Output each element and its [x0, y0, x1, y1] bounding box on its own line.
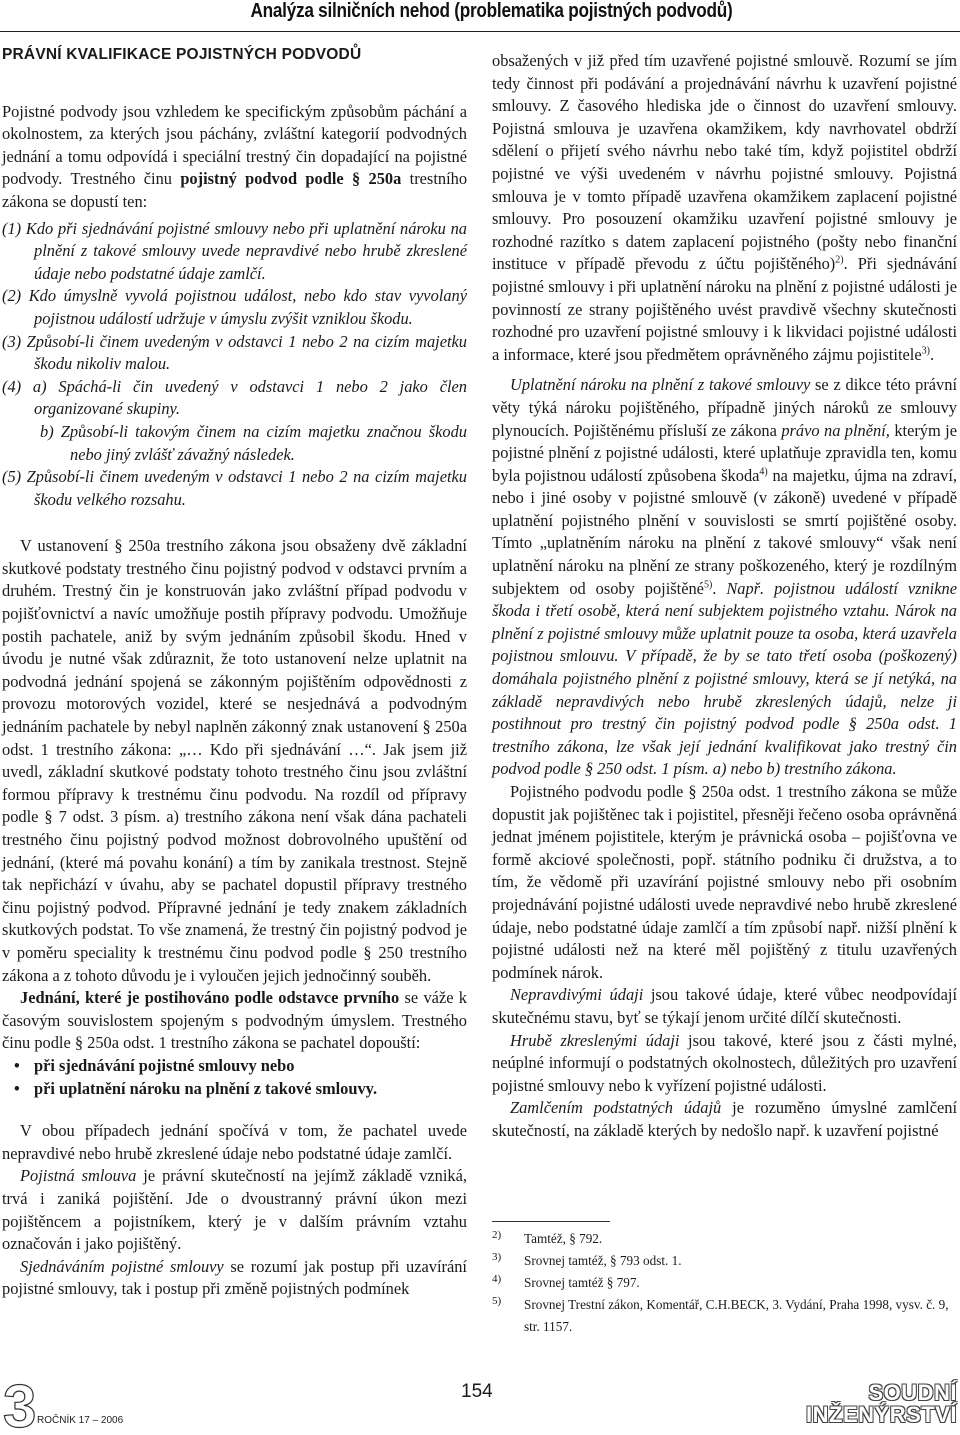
footnote-text: Srovnej tamtéž § 797. [524, 1275, 640, 1290]
law-item-3: (3) Způsobí-li činem uvedeným v odstavci 1 nebo 2 na cizím majetku škodu nikoliv malou. [2, 331, 467, 374]
bullet-glyph: • [14, 1078, 20, 1098]
p2-italic: Např. pojistnou událostí vznikne škoda i třetí osobě, která není subjektem pojistného vztahu. Nárok na plnění z pojistné smlouvy může uplatnit pouze ta osoba, která uzavřela pojistnou smlouvu. V případě, že by se tato třetí osoba (poškozený) domáhala pojistného plnění z pojistné smlouvy, která se jí netýká, na základě nepravdivých nebo hrubě zkreslených údajů, nelze ji postihnout pro trestný čin pojistný podvod podle § 250a odst. 1 trestního zákona, lze však její jednání kvalifikovat jako trestný čin podvod podle § 250 odst. 1 písm. a) nebo b) trestního zákona. [492, 578, 957, 779]
left-column [2, 44, 467, 1301]
journal-logo [806, 1382, 957, 1426]
conclude-definition [2, 1256, 467, 1301]
right-paragraph-1 [492, 50, 957, 366]
footnote-number: 2) [492, 1229, 502, 1241]
footnote-ref: 2) [835, 254, 844, 266]
main-paragraph: V ustanovení § 250a trestního zákona jsou obsaženy dvě základní skutkové podstaty trestného činu pojistný podvod v odstavci prvním a druhém. Trestný čin je konstruován jako zvláštní případ podvodu v pojišťovnictví a navíc umožňuje postih přípravy podvodu. Umožňuje postih pachatele, aniž by svým jednáním způsobil škodu. Hned v úvodu je nutné však zdůraznit, že toto ustanovení nelze uplatnit na podvodná jednání spojená se zákonným pojištěním odpovědnosti z provozu motorových vozidel, které se nesjednává a podvodným jednáním pachatele by nebyl naplněn zákonný znak ustanovení § 250a odst. 1 trestního zákona: „… Kdo při sjednávání …“. Jak jsem již uvedl, základní skutkové podstaty tohoto trestného činu jsou zvláštní formou přípravy k trestnému činu podvodu. Na rozdíl od přípravy podle § 7 odst. 3 písm. a) trestního zákona není však dána pachateli trestného činu pojistný podvod možnost dobrovolného upuštění od jednání, (které má povahu konání) a tím by zanikala trestnost. Stejně tak nepřichází v úvahu, aby se pachatel dopustil přípravy trestného činu pojistný podvod. Přípravné jednání je tedy znakem základních skutkových podstat. To vše znamená, že trestný čin pojistný podvod je v poměru speciality k trestnému činu podvod podle § 250 trestního zákona a z tohoto důvodu je i vyloučen jejich jednočinný souběh. [2, 536, 467, 985]
policy-text: je právní skutečností na jejímž základě vzniká, trvá i zaniká pojištění. Jde o dvoustranný právní úkon mezi pojištěncem a pojistníkem, který je v dalším právním vztahu označován i jako pojištěný. [2, 1166, 467, 1254]
footnote-text: Srovnej tamtéž, § 793 odst. 1. [524, 1253, 682, 1268]
bullet-list [2, 1055, 467, 1100]
footnote-item [492, 1250, 957, 1272]
p2-text: na majetku, újma na zdraví, nebo i jiné osoby v pojistné smlouvě (v zákoně) uvedené v případě uplatnění pojistného plnění v souvislosti se smrtí pojištěné osoby. Tímto „uplatněním nároku na plnění z takové smlouvy“ však není uplatnění nároku na plnění ze strany poškozeného, který je rozdílným subjektem od osoby pojištěné [492, 465, 957, 598]
conclude-text: se rozumí jak postup při uzavírání pojistné smlouvy, tak i postup při změně pojistných podmínek [2, 1256, 467, 1299]
p1-text: . Při sjednávání pojistné smlouvy i při uplatnění nároku na plnění z pojistné události je povinností ze strany pojištěného uvést pravdivě všechny skutečnosti rozhodné pro uzavření pojistné smlouvy i k likvidaci pojistné události a informace, které jsou předmětem oprávněného zájmu pojistitele [492, 254, 957, 364]
section-heading: PRÁVNÍ KVALIFIKACE POJISTNÝCH PODVODŮ [2, 46, 362, 63]
header-rule [0, 31, 960, 32]
intro-paragraph [2, 101, 467, 214]
footnote-number: 4) [492, 1273, 502, 1285]
p2-text: kterým je pojistné plnění z pojistné události, které uplatňuje zpravidla ten, komu byla pojistnou událostí způsobena škoda [492, 420, 957, 485]
bold-lead-tail: se váže k časovým souvislostem spojeným s podvodným úmyslem. Trestného činu podle § 250a odst. 1 trestního zákona se pachatel dopouští: [2, 988, 467, 1053]
issue-number: 3 [3, 1373, 37, 1431]
false-data-definition [492, 984, 957, 1029]
bullet-text: při uplatnění nároku na plnění z takové smlouvy. [34, 1078, 378, 1098]
journal-logo-line-2: INŽENÝRSTVÍ [806, 1402, 957, 1427]
footnote-number: 5) [492, 1295, 502, 1307]
conclude-term: Sjednáváním pojistné smlouvy [20, 1256, 224, 1276]
footnote-ref: 3) [921, 345, 930, 357]
bullet-text: při sjednávání pojistné smlouvy nebo [34, 1055, 295, 1075]
concealment-text: je rozuměno úmyslné zamlčení skutečností, na základě kterých by nedošlo např. k uzavření pojistné [492, 1098, 957, 1140]
p2-italic: právo na plnění, [781, 420, 890, 440]
footnote-item [492, 1272, 957, 1294]
right-column [492, 50, 957, 1143]
footnote-item [492, 1228, 957, 1250]
right-paragraph-2 [492, 374, 957, 781]
running-header: Analýza silničních nehod (problematika pojistných podvodů) [250, 0, 732, 22]
false-data-term: Nepravdivými údaji [510, 985, 644, 1005]
p2-text: se z dikce této právní věty týká nároku pojištěného, případně jiných nároků ze smlouvy plynoucích. Pojištěnému přísluší ze zákona [492, 375, 957, 440]
footnote-text: Tamtéž, § 792. [524, 1231, 603, 1246]
p2-text: . [712, 578, 727, 598]
bullet-glyph: • [14, 1055, 20, 1075]
claim-term: Uplatnění nároku na plnění z takové smlouvy [510, 375, 811, 395]
distorted-data-text: jsou takové, které jsou z části mylné, neúplné informují o podstatných okolnostech, důležitých pro uzavření pojistné smlouvy nebo k vyřízení pojistné události. [492, 1030, 957, 1095]
bold-lead: Jednání, které je postihováno podle odstavce prvního [20, 988, 400, 1008]
footnote-item [492, 1294, 957, 1338]
concealment-term: Zamlčením podstatných údajů [510, 1098, 722, 1118]
policy-definition [2, 1165, 467, 1255]
volume-line: ROČNÍK 17 – 2006 [37, 1415, 124, 1426]
p1-text: obsažených v již před tím uzavřené pojistné smlouvě. Rozumí se jím tedy činnost při podávání a projednávání návrhu k uzavření pojistné smlouvy. Z časového hlediska jde o činnost do uzavření smlouvy. Pojistná smlouva je uzavřena okamžikem, kdy navrhovatel obdrží sdělení o přijetí svého návrhu nebo také tím, když pojistitel obdrží pojistné ve výši uvedeném v návrhu pojistné smlouvy. Pojistná smlouva je v tomto případě uzavřena okamžikem zaplacení pojistné smlouvy. Pro posouzení okamžiku uzavření pojistné smlouvy je rozhodné razítko s datem zaplacení pojistného (pošty nebo finanční instituce v případě převodu z účtu pojištěného) [492, 51, 957, 274]
law-item-1: (1) Kdo při sjednávání pojistné smlouvy nebo při uplatnění nároku na plnění z takové smlouvy uvede nepravdivé nebo hrubě zkreslené údaje nebo podstatné údaje zamlčí. [2, 218, 467, 283]
page-number: 154 [461, 1381, 493, 1402]
concealment-definition [492, 1097, 957, 1142]
false-data-text: jsou takové údaje, které vůbec neodpovídají skutečnému stavu, byť se týkají jenom určité dílčí skutečnosti. [492, 985, 957, 1027]
bullet-item [2, 1078, 467, 1101]
footnotes [492, 1221, 957, 1338]
policy-term: Pojistná smlouva [20, 1166, 137, 1186]
bold-lead-paragraph [2, 987, 467, 1055]
footnote-ref: 4) [759, 466, 768, 478]
footnote-text: Srovnej Trestní zákon, Komentář, C.H.BECK, 3. Vydání, Praha 1998, vysv. č. 9, str. 1157. [524, 1297, 949, 1334]
cases-paragraph: V obou případech jednání spočívá v tom, že pachatel uvede nepravdivé nebo hrubě zkreslené údaje nebo podstatné údaje zamlčí. [2, 1121, 467, 1163]
distorted-data-definition [492, 1030, 957, 1098]
intro-tail: trestního zákona se dopustí ten: [2, 169, 468, 211]
issue-number-logo [2, 1373, 42, 1431]
footnote-rule [492, 1221, 610, 1222]
law-item-4b: b) Způsobí-li takovým činem na cizím majetku značnou škodu nebo jiný zvlášť závažný následek. [40, 421, 467, 464]
p1-text: . [929, 344, 935, 364]
intro-bold: pojistný podvod podle § 250a [180, 169, 402, 189]
law-item-5: (5) Způsobí-li činem uvedeným v odstavci 1 nebo 2 na cizím majetku škodu velkého rozsahu. [2, 467, 467, 509]
bullet-item [2, 1055, 467, 1078]
journal-logo-line-1: SOUDNÍ [868, 1380, 957, 1405]
footnote-number: 3) [492, 1251, 502, 1263]
intro-text: Pojistné podvody jsou vzhledem ke specifickým způsobům páchání a okolnostem, za kterých jsou páchány, zvláštní kategorií podvodných jednání a tomu odpovídá i speciální trestný čin dopadající na pojistné podvody. Trestného činu [2, 101, 467, 189]
distorted-data-term: Hrubě zkreslenými údaji [510, 1030, 680, 1050]
footnote-ref: 5) [703, 579, 713, 591]
right-paragraph-3: Pojistného podvodu podle § 250a odst. 1 trestního zákona se může dopustit jak pojištěnec tak i pojistitel, přesněji řečeno osoba oprávněná jednat jménem pojistitele, kterým je právnická osoba – pojišťovna ve formě akciové společnosti, popř. státního podniku či družstva, a to tím, že vědomě při uzavírání pojistné smlouvy nebo při osobním projednávání pojistné události uvede nepravdivé nebo hrubě zkreslené údaje, nebo podstatné údaje zamlčí a tím způsobí např. nižší plnění k pojistné události než na které měl pojištěný z titulu uzavřených podmínek nárok. [492, 782, 957, 982]
law-item-2: (2) Kdo úmyslně vyvolá pojistnou událost, nebo kdo stav vyvolaný pojistnou událostí udržuje v úmyslu zvýšit vzniklou škodu. [2, 286, 467, 328]
law-item-4a: (4) a) Spáchá-li čin uvedený v odstavci 1 nebo 2 jako člen organizované skupiny. [2, 376, 467, 419]
